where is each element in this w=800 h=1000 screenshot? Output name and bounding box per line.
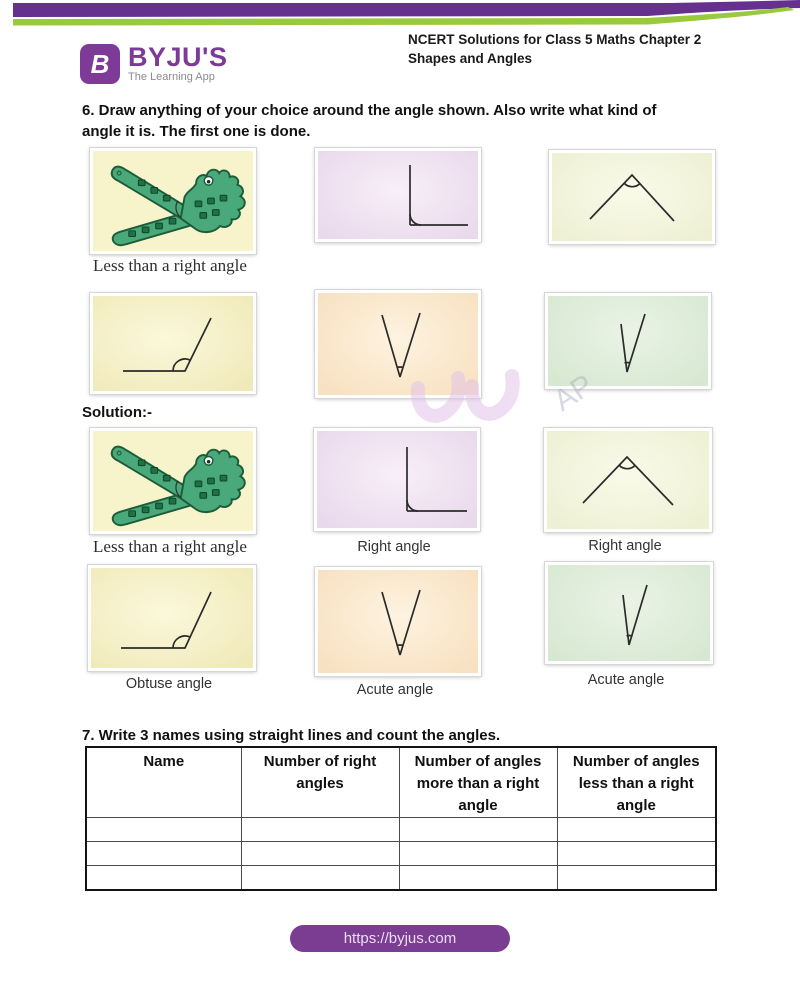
q6-tile-right-angle — [315, 148, 481, 242]
table-row — [86, 842, 716, 866]
sol-caption-1: Less than a right angle — [93, 537, 247, 556]
sol-caption-2: Right angle — [357, 539, 431, 555]
table-cell — [86, 866, 241, 891]
col-header-less-than-right: Number of angles less than a right angle — [557, 747, 716, 818]
col-header-right-angles: Number of right angles — [241, 747, 399, 818]
table-row — [86, 866, 716, 891]
sol-caption-3: Right angle — [588, 538, 662, 554]
sol-tile-narrow-v — [545, 562, 713, 664]
obtuse-angle-drawing — [91, 568, 253, 668]
byjus-tagline: The Learning App — [128, 71, 215, 83]
table-cell — [241, 842, 399, 866]
sol-tile-right-angle — [314, 428, 480, 531]
col-header-more-than-right: Number of angles more than a right angle — [399, 747, 557, 818]
right-angle-drawing — [318, 151, 478, 239]
sol-tile-v-angle — [315, 567, 481, 676]
table-cell — [399, 818, 557, 842]
q6-tile-inverted-v — [549, 150, 715, 244]
table-cell — [241, 818, 399, 842]
table-cell — [557, 866, 716, 891]
byjus-logo — [80, 44, 227, 84]
col-header-name: Name — [86, 747, 241, 818]
table-cell — [86, 842, 241, 866]
table-header-row — [86, 747, 716, 818]
table-cell — [557, 818, 716, 842]
sol-caption-5: Acute angle — [356, 682, 434, 698]
table-row — [86, 818, 716, 842]
footer-url-text: https://byjus.com — [343, 930, 457, 947]
byjus-brand-name: BYJU'S — [128, 42, 228, 72]
table-cell — [241, 866, 399, 891]
crocodile-illustration — [93, 151, 253, 251]
sol-tile-inverted-v — [544, 428, 712, 532]
q6-crocodile-caption: Less than a right angle — [93, 256, 247, 275]
q6-tile-v-angle — [315, 290, 481, 398]
header-line-2: Shapes and Angles — [408, 51, 533, 66]
page-header-title — [408, 30, 701, 68]
header-line-1: NCERT Solutions for Class 5 Maths Chapter 2 — [408, 32, 702, 47]
sol-tile-crocodile — [90, 428, 256, 534]
narrow-v-angle-drawing — [548, 296, 708, 386]
narrow-v-angle-drawing — [548, 565, 710, 661]
sol-caption-6: Acute angle — [587, 672, 665, 688]
table-cell — [399, 842, 557, 866]
footer-url-pill[interactable] — [290, 925, 510, 952]
q6-tile-narrow-v — [545, 293, 711, 389]
obtuse-angle-drawing — [93, 296, 253, 391]
v-angle-drawing — [318, 293, 478, 395]
table-cell — [399, 866, 557, 891]
crocodile-illustration — [93, 431, 253, 531]
v-angle-drawing — [318, 570, 478, 673]
table-cell — [557, 842, 716, 866]
inverted-v-angle-drawing — [547, 431, 709, 529]
inverted-v-angle-drawing — [552, 153, 712, 241]
table-cell — [86, 818, 241, 842]
right-angle-drawing — [317, 431, 477, 528]
question-6-line-2: angle it is. The first one is done. — [82, 123, 311, 140]
solution-heading: Solution:- — [82, 404, 152, 421]
q7-angles-table — [85, 746, 717, 891]
sol-tile-obtuse — [88, 565, 256, 671]
byjus-logo-monogram: B — [90, 49, 110, 79]
question-6-text — [82, 100, 742, 142]
sol-caption-4: Obtuse angle — [125, 676, 213, 692]
watermark-letters: AP — [547, 368, 600, 418]
byjus-logo-icon — [80, 44, 120, 84]
q6-tile-crocodile — [90, 148, 256, 254]
question-6-line-1: 6. Draw anything of your choice around the angle shown. Also write what kind of — [82, 102, 657, 119]
q6-tile-obtuse — [90, 293, 256, 394]
question-7-text: 7. Write 3 names using straight lines and count the angles. — [82, 727, 501, 744]
